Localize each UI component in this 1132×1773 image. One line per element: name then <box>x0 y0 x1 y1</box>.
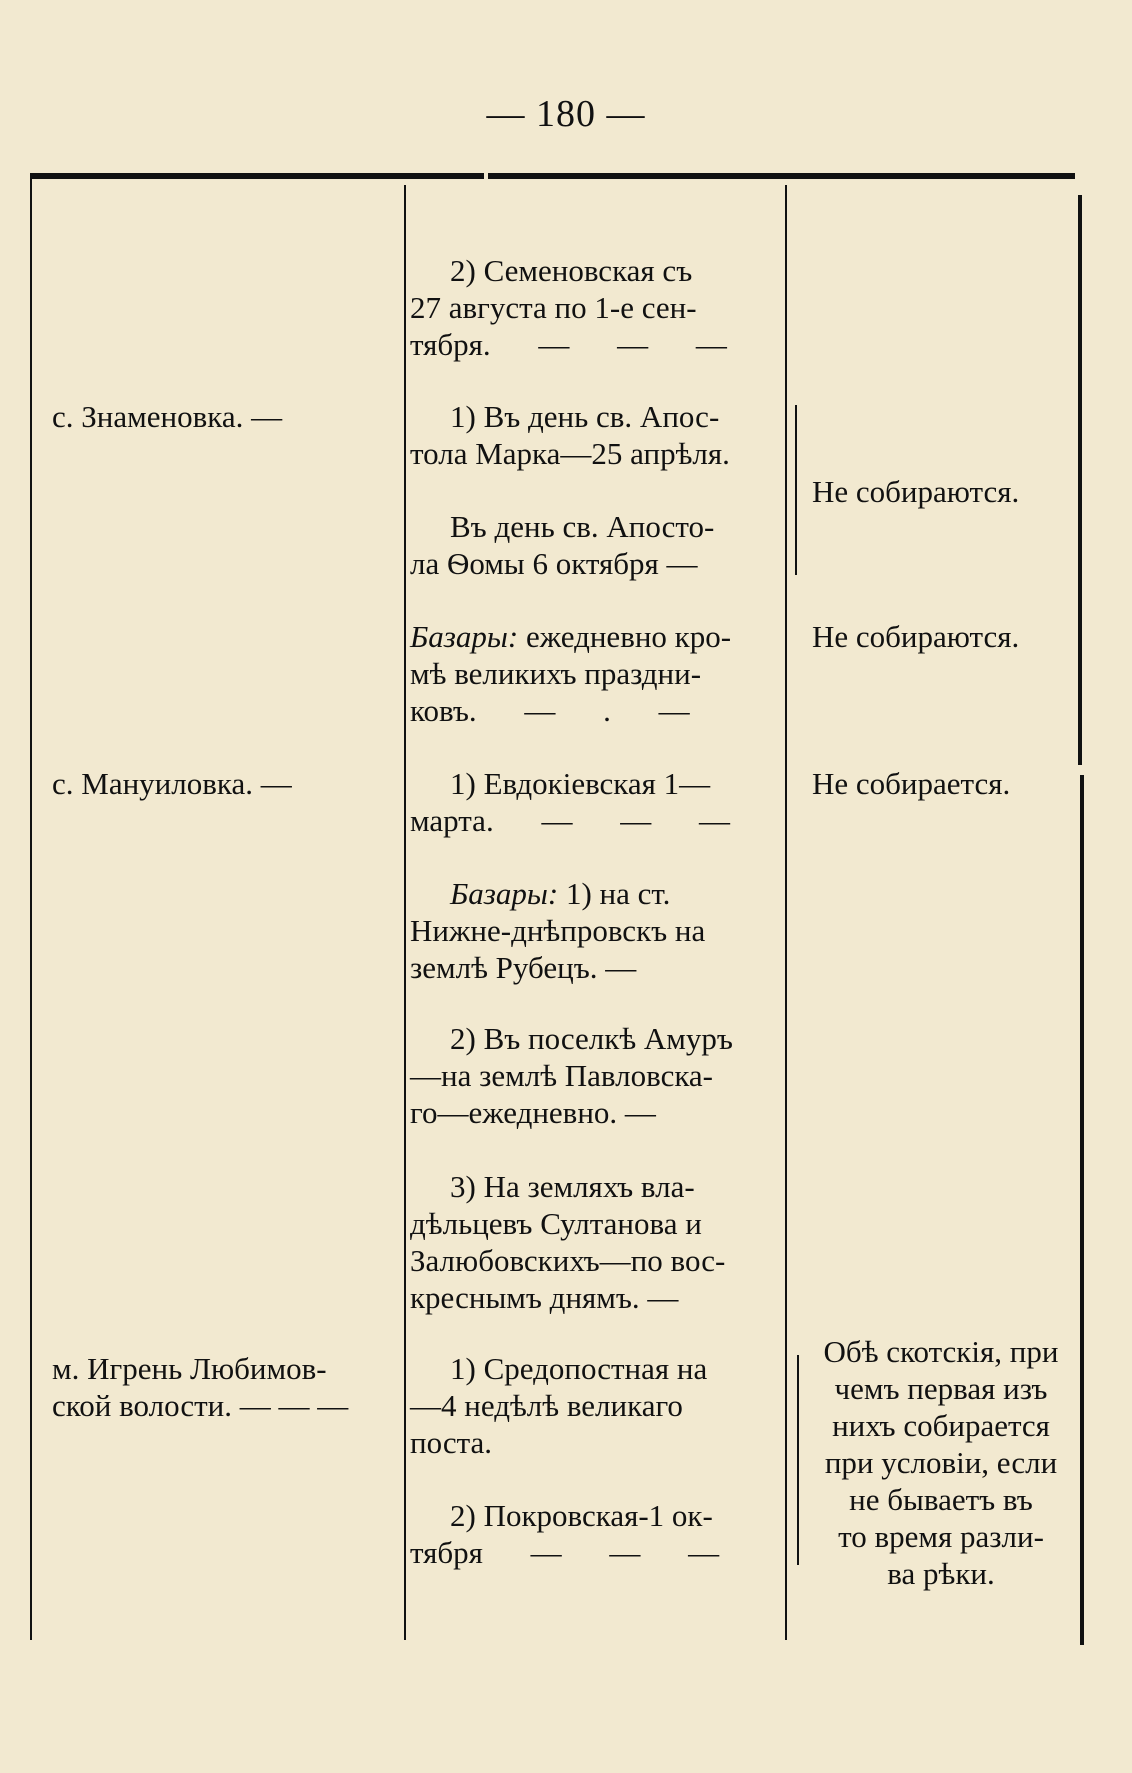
entry-line: 3) На земляхъ вла- <box>450 1169 695 1204</box>
place-line: м. Игрень Любимов- <box>52 1351 327 1386</box>
left-border-line <box>30 175 32 1640</box>
bazaar-amur <box>410 1020 785 1131</box>
curly-brace <box>797 1355 799 1565</box>
entry-line: 2) Покровская-1 ок- <box>450 1498 713 1533</box>
note-line: нихъ собирается <box>832 1408 1050 1443</box>
bazaars-daily <box>410 618 785 729</box>
fair-evdokievskaya <box>410 765 785 839</box>
entry-line: поста. <box>410 1425 493 1460</box>
note-not-gathered-2: Не собираются. <box>812 619 1020 654</box>
bazaars-label: Базары: <box>450 876 559 911</box>
place-line: ской волости. — — — <box>52 1388 349 1423</box>
top-rule <box>30 173 1075 179</box>
bazaar-nizhnedneprovsk <box>410 875 785 986</box>
note-line: не бываетъ въ <box>849 1482 1033 1517</box>
fair-apostle-mark <box>410 398 785 472</box>
note-line: чемъ первая изъ <box>834 1371 1048 1406</box>
note-cattle-fairs <box>810 1333 1072 1592</box>
note-line: то время разли- <box>838 1519 1044 1554</box>
right-border-line-lower <box>1080 775 1084 1645</box>
fair-sredopostnaya <box>410 1350 785 1461</box>
entry-line: 1) Въ день св. Апос- <box>450 399 720 434</box>
entry-line-text: ежедневно кро- <box>525 619 732 654</box>
entry-line-text: 1) на ст. <box>565 876 671 911</box>
entry-line <box>410 618 785 655</box>
curly-brace <box>795 405 797 575</box>
note-line: при условіи, если <box>824 1445 1058 1480</box>
entry-line: Залюбовскихъ—по вос- <box>410 1243 726 1278</box>
fair-pokrovskaya <box>410 1497 785 1571</box>
fair-apostle-thomas <box>410 508 785 582</box>
entry-line: дѣльцевъ Султанова и <box>410 1206 702 1241</box>
entry-line: ковъ. — . — <box>410 693 690 728</box>
place-igren <box>52 1350 397 1424</box>
place-manuilovka: с. Мануиловка. — <box>52 766 292 801</box>
entry-line-text: 27 августа по 1-е сен- <box>410 290 697 325</box>
entry-line: 1) Евдокіевская 1— <box>450 766 711 801</box>
entry-line: 2) Семеновская съ <box>450 253 693 288</box>
entry-line: Нижне-днѣпровскъ на <box>410 913 706 948</box>
entry-line: Въ день св. Апосто- <box>450 509 715 544</box>
entry-line: —на землѣ Павловска- <box>410 1058 714 1093</box>
entry-line: ла Ѳомы 6 октября — <box>410 546 698 581</box>
entry-semenovskaya <box>410 252 785 363</box>
note-not-gathered-3: Не собирается. <box>812 766 1011 801</box>
top-rule-gap <box>484 173 488 179</box>
entry-line <box>410 289 785 326</box>
entry-line: го—ежедневно. — <box>410 1095 656 1130</box>
entry-line: 2) Въ поселкѣ Амуръ <box>450 1021 733 1056</box>
entry-line: марта. — — — <box>410 803 730 838</box>
place-znamenovka: с. Знаменовка. — <box>52 399 283 434</box>
entry-line: тября. — — — <box>410 327 727 362</box>
note-not-gathered-1: Не собираются. <box>812 474 1020 509</box>
note-line: Обѣ скотскія, при <box>823 1334 1059 1369</box>
page-number: — 180 — <box>486 93 646 135</box>
entry-line: —4 недѣлѣ великаго <box>410 1388 683 1423</box>
bazaars-label: Базары: <box>410 619 519 654</box>
entry-line: мѣ великихъ праздни- <box>410 656 702 691</box>
note-line: ва рѣки. <box>887 1556 995 1591</box>
column-divider-1 <box>404 185 406 1640</box>
entry-line: креснымъ днямъ. — <box>410 1280 679 1315</box>
entry-line <box>410 875 785 912</box>
column-divider-2 <box>785 185 787 1640</box>
bazaar-sultanov <box>410 1168 785 1316</box>
entry-line: 1) Средопостная на <box>450 1351 708 1386</box>
entry-line: землѣ Рубецъ. — <box>410 950 637 985</box>
entry-line: тября — — — <box>410 1535 720 1570</box>
entry-line: тола Марка—25 апрѣля. <box>410 436 730 471</box>
